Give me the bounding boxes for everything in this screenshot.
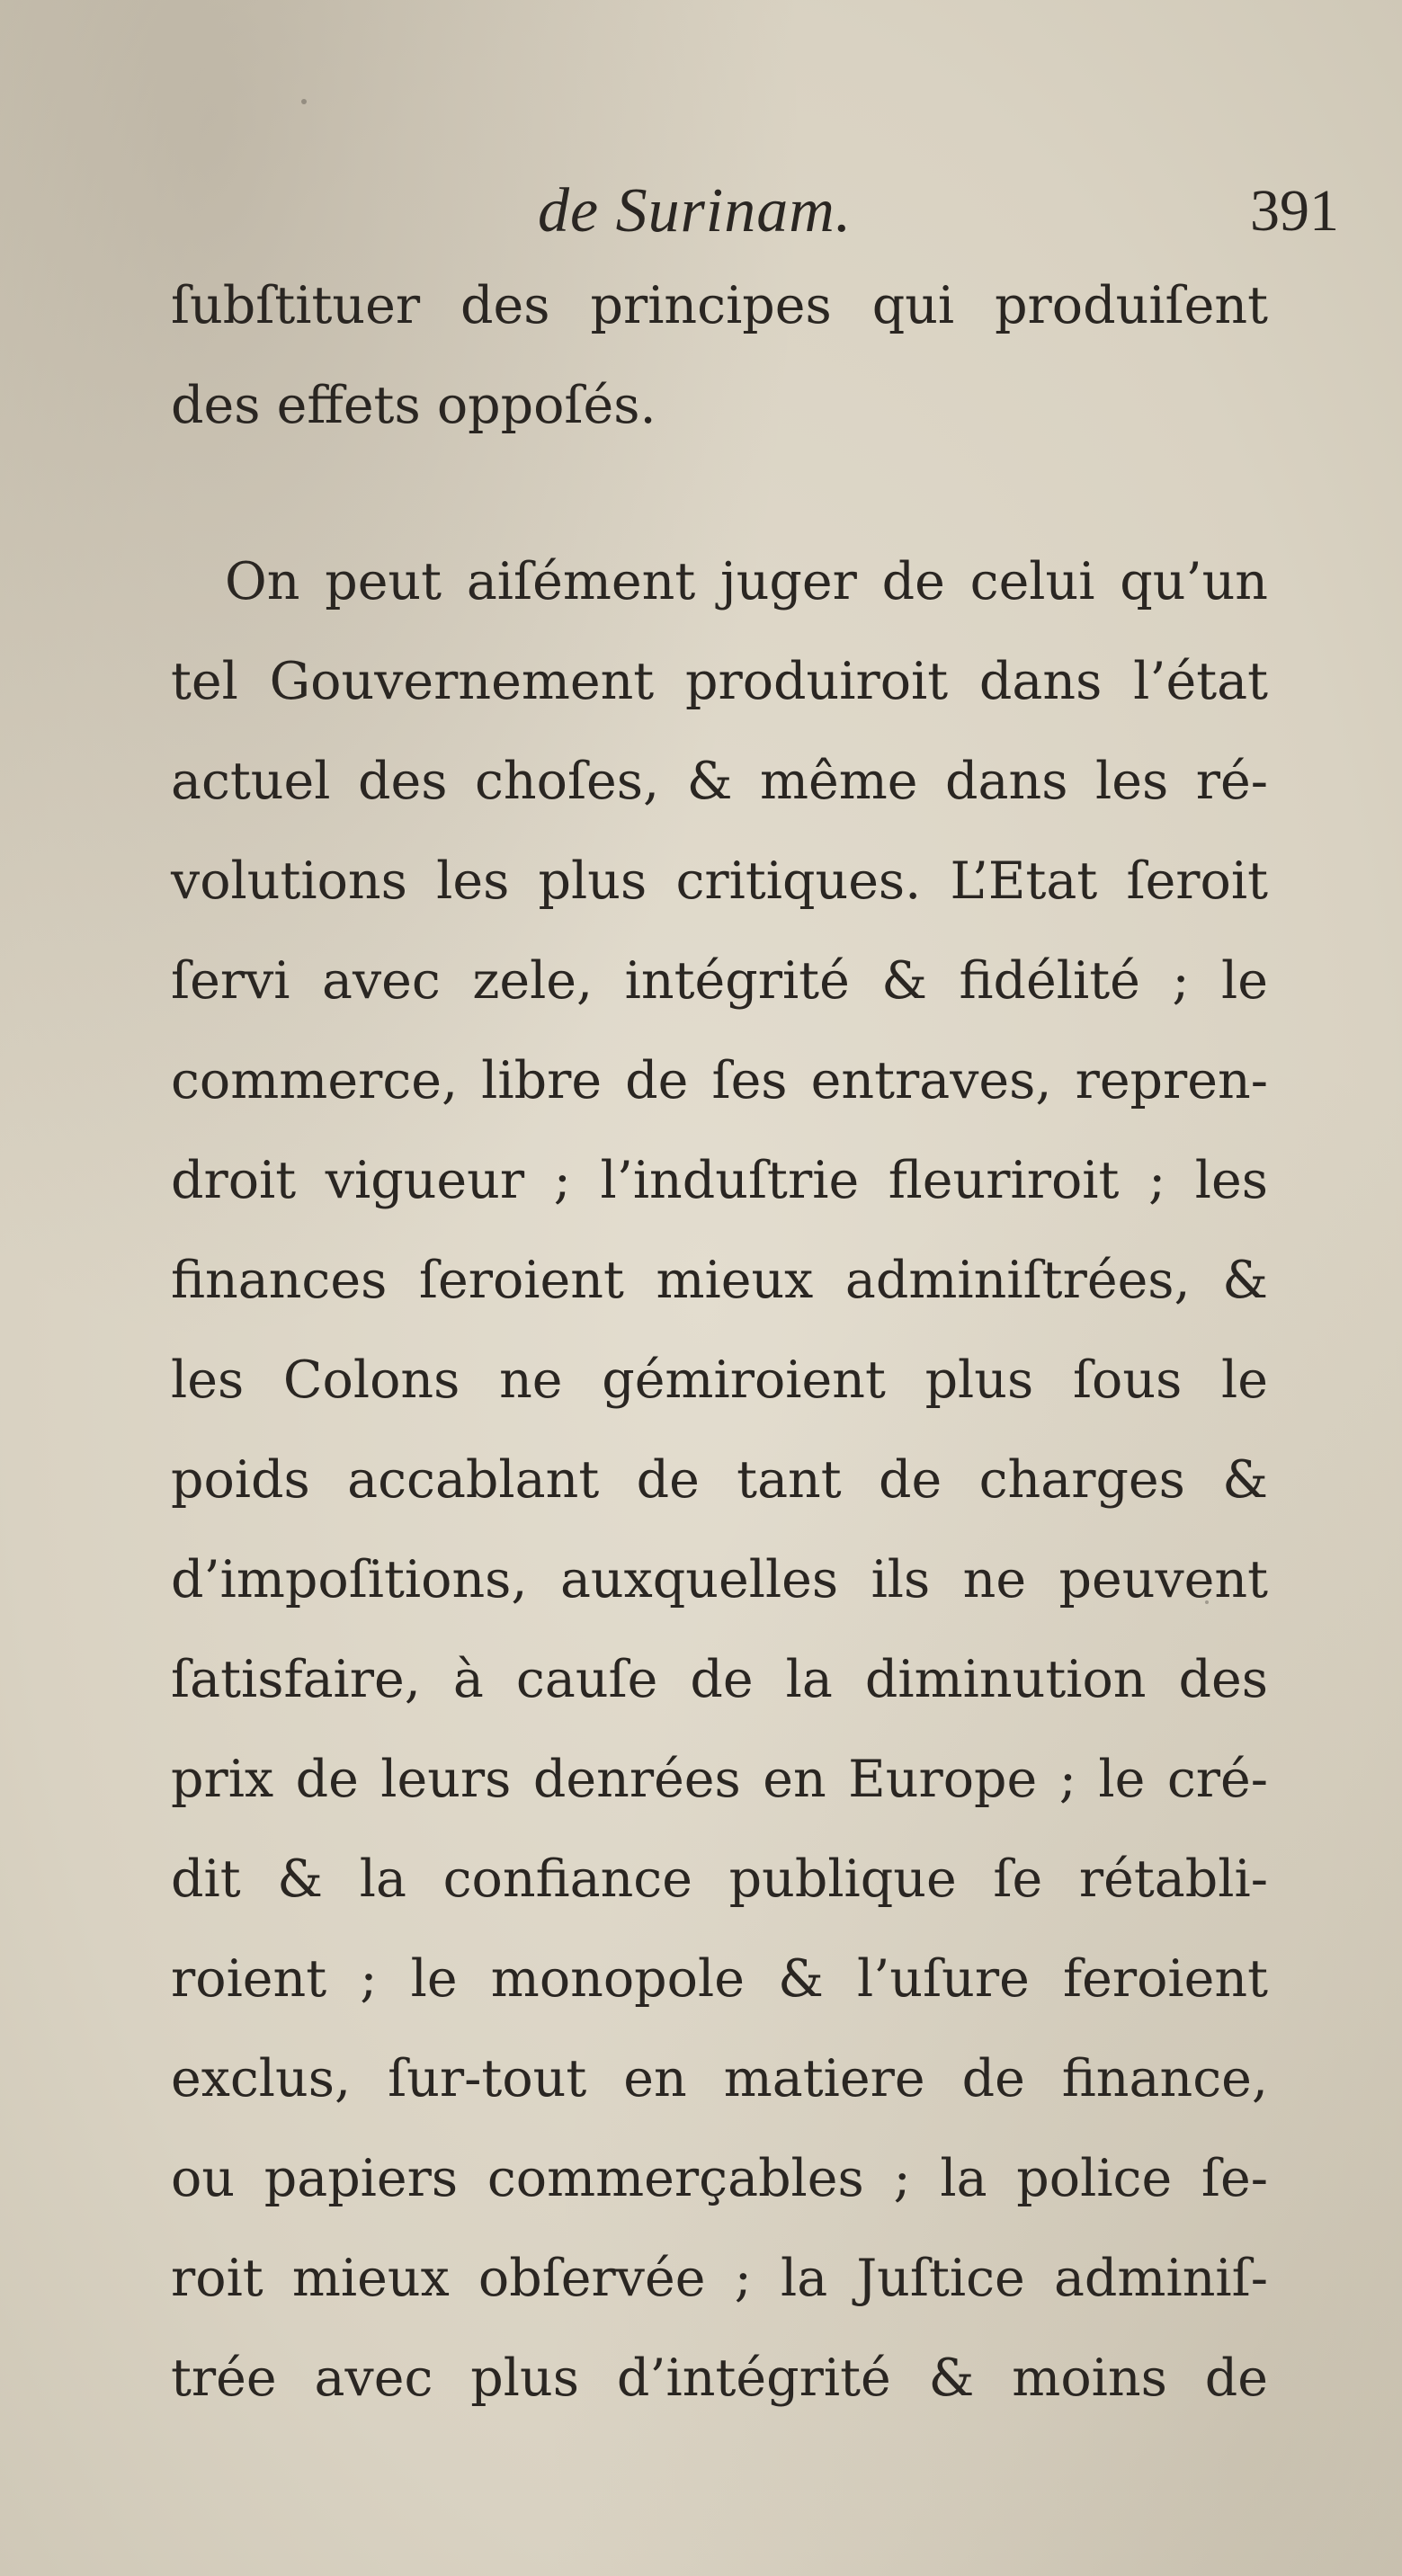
text-line: dit & la confiance publique ſe rétabli- [171, 1850, 1268, 1909]
text-line: commerce, libre de ſes entraves, repren- [171, 1051, 1268, 1110]
text-line: ou papiers commerçables ; la police ſe- [171, 2149, 1268, 2208]
running-head: de Surinam. [538, 176, 853, 245]
text-line: roit mieux obſervée ; la Juſtice adminiſ- [171, 2249, 1268, 2308]
paper-speck [1205, 1600, 1209, 1604]
paper-speck [301, 99, 307, 104]
body-text [171, 256, 1268, 2429]
page-header [0, 171, 1402, 252]
paragraph-break [171, 456, 1268, 532]
text-line: ſatisfaire, à cauſe de la diminution des [171, 1650, 1268, 1709]
paper-speck [1086, 2158, 1091, 2170]
text-line: On peut aiſément juger de celui qu’un [225, 552, 1268, 611]
text-line: droit vigueur ; l’induſtrie fleuriroit ; les [171, 1151, 1268, 1210]
text-line: d’impoſitions, auxquelles ils ne peuvent [171, 1550, 1268, 1609]
text-line: trée avec plus d’intégrité & moins de [171, 2349, 1268, 2408]
text-line: ſervi avec zele, intégrité & fidélité ; le [171, 951, 1268, 1011]
text-line: ſubſtituer des principes qui produiſent [171, 276, 1268, 335]
page-number: 391 [1250, 178, 1339, 244]
text-line: volutions les plus critiques. L’Etat ſeroit [171, 851, 1268, 911]
text-line: exclus, ſur-tout en matiere de finance, [171, 2049, 1268, 2108]
text-line: les Colons ne gémiroient plus ſous le [171, 1350, 1268, 1410]
text-line: actuel des choſes, & même dans les ré- [171, 752, 1268, 811]
text-line: prix de leurs denrées en Europe ; le cré- [171, 1750, 1268, 1809]
text-line: roient ; le monopole & l’uſure feroient [171, 1949, 1268, 2009]
text-line: tel Gouvernement produiroit dans l’état [171, 652, 1268, 711]
text-line: des effets oppoſés. [171, 376, 656, 435]
text-line: poids accablant de tant de charges & [171, 1450, 1268, 1510]
text-line: finances ſeroient mieux adminiſtrées, & [171, 1251, 1268, 1310]
